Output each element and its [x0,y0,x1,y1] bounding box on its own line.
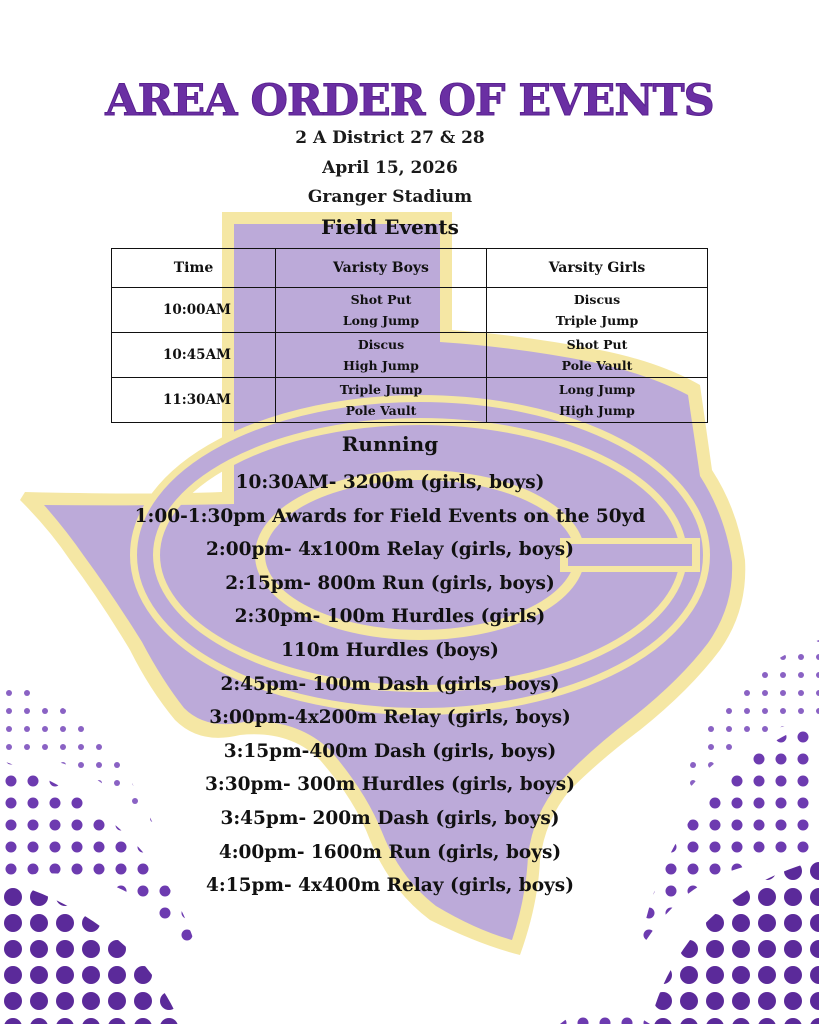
table-row [112,333,708,378]
venue: Granger Stadium [307,187,473,207]
list-item: 2:00pm- 4x100m Relay (girls, boys) [206,539,574,561]
event-name: Triple Jump [339,382,423,397]
running-schedule [0,466,780,903]
list-item: 3:00pm-4x200m Relay (girls, boys) [209,707,571,729]
running-heading: Running [341,432,439,456]
event-name: Discus [573,292,621,307]
column-header-girls: Varsity Girls [487,249,708,288]
event-date: April 15, 2026 [322,158,458,178]
event-name: Shot Put [566,337,628,352]
list-item: 2:30pm- 100m Hurdles (girls) [234,606,546,628]
event-name: Shot Put [350,292,412,307]
district-line: 2 A District 27 & 28 [295,128,485,148]
event-name: High Jump [559,403,635,418]
event-name: High Jump [343,358,419,373]
event-name: Pole Vault [345,403,417,418]
list-item: 110m Hurdles (boys) [281,639,499,661]
poster-title: AREA ORDER OF EVENTS [105,76,714,126]
row-time: 11:30AM [112,378,276,423]
row-time: 10:45AM [112,333,276,378]
girls-events-cell [487,378,708,423]
event-name: Discus [357,337,405,352]
row-time: 10:00AM [112,288,276,333]
girls-events-cell [487,333,708,378]
list-item: 4:15pm- 4x400m Relay (girls, boys) [206,875,574,897]
event-name: Long Jump [342,313,420,328]
list-item: 3:15pm-400m Dash (girls, boys) [223,740,557,762]
field-events-heading: Field Events [321,215,459,239]
list-item: 3:30pm- 300m Hurdles (girls, boys) [205,774,575,796]
table-header-row [112,249,708,288]
list-item: 1:00-1:30pm Awards for Field Events on the 50yd [134,505,646,527]
event-name: Triple Jump [555,313,639,328]
list-item: 2:15pm- 800m Run (girls, boys) [225,572,555,594]
event-name: Pole Vault [561,358,633,373]
boys-events-cell [276,333,487,378]
column-header-time: Time [112,249,276,288]
boys-events-cell [276,288,487,333]
list-item: 10:30AM- 3200m (girls, boys) [235,472,545,493]
field-events-table [111,248,708,423]
event-name: Long Jump [558,382,636,397]
list-item: 4:00pm- 1600m Run (girls, boys) [218,841,562,863]
list-item: 2:45pm- 100m Dash (girls, boys) [220,673,560,695]
list-item: 3:45pm- 200m Dash (girls, boys) [220,807,560,829]
girls-events-cell [487,288,708,333]
table-row [112,288,708,333]
boys-events-cell [276,378,487,423]
table-row [112,378,708,423]
column-header-boys: Varisty Boys [276,249,487,288]
